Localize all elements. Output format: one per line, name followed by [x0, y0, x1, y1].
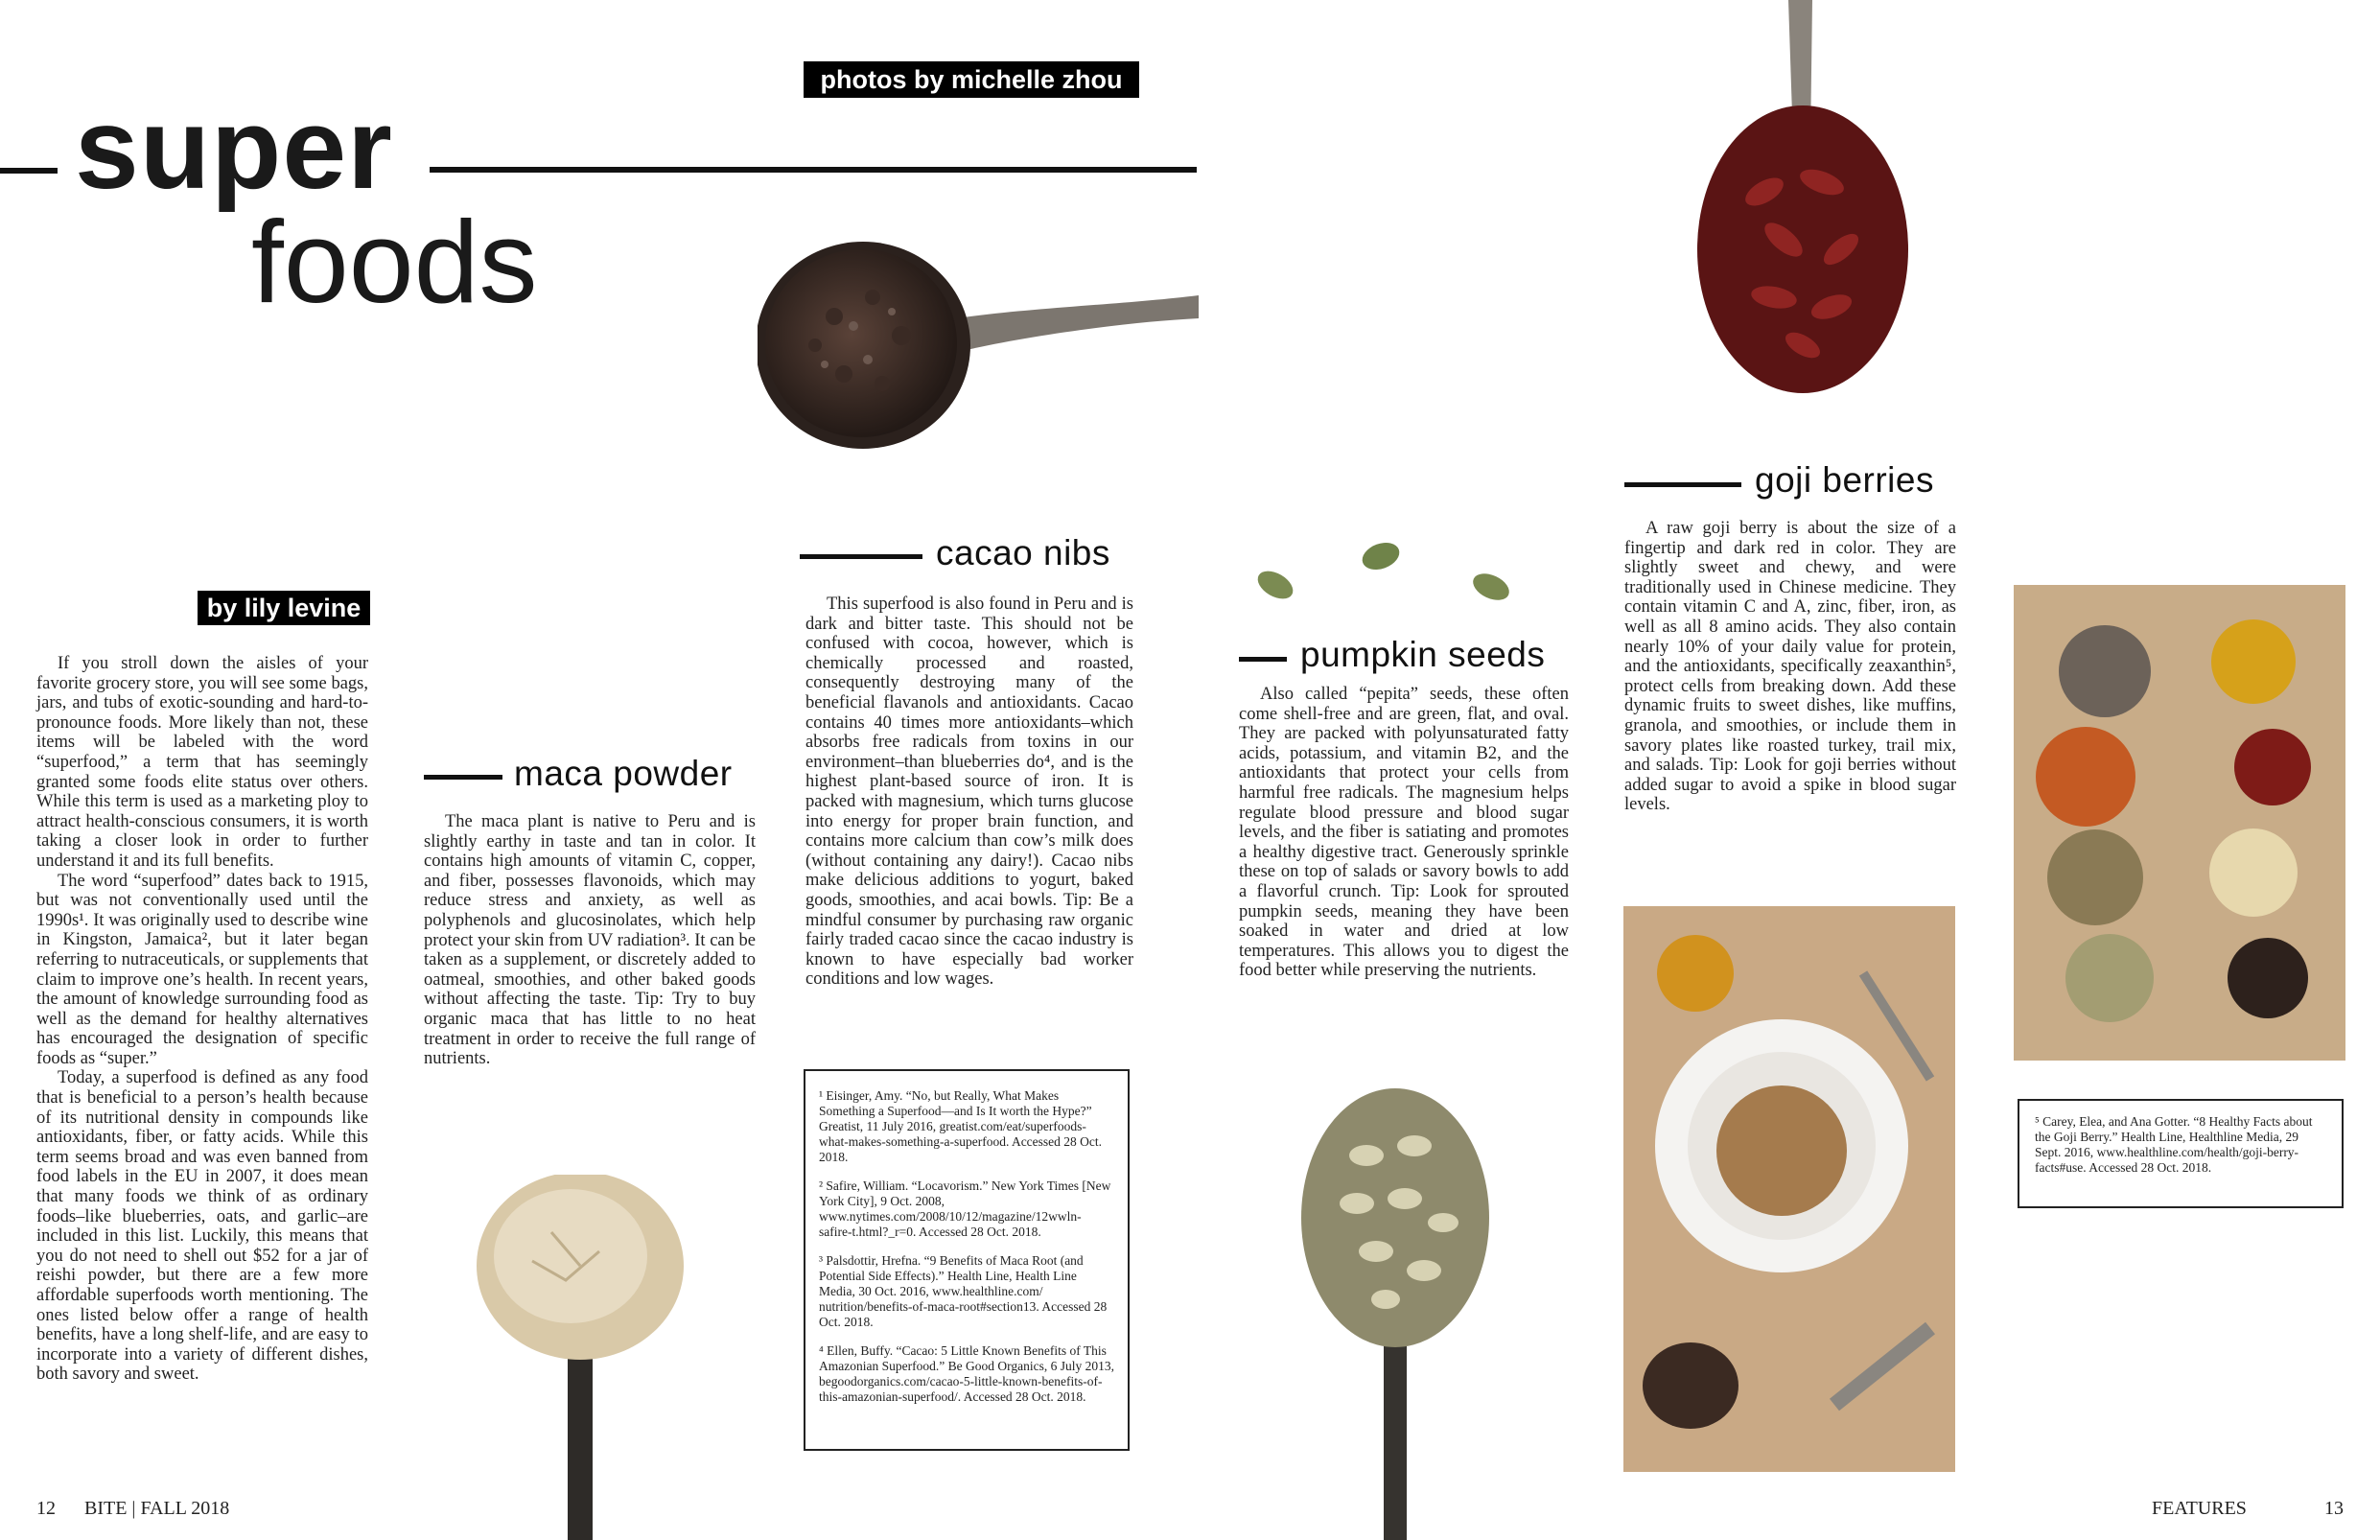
section-label: FEATURES [2152, 1498, 2247, 1519]
byline: by lily levine [198, 591, 370, 625]
footnote: ³ Palsdottir, Hrefna. “9 Benefits of Maca Root (and Potential Side Effects).” Health Line, Health Line Media, 30 Oct. 2016, www.healthline.com/ nutrition/benefits-of-maca-root#section13. Accessed 28 Oct. 2018. [819, 1253, 1108, 1329]
photo-credit: photos by michelle zhou [804, 61, 1139, 98]
pumpkin-text [1239, 685, 1569, 981]
page-number-right: 13 [2324, 1498, 2344, 1519]
maca-paragraph: The maca plant is native to Peru and is slightly earthy in taste and tan in color. It contains high amounts of vitamin C, copper, and fiber, possesses flavonoids, which may reduce stress and anxiety, as well as polyphenols and glucosinolates, which help protect your skin from UV radiation³. It can be taken as a supplement, or discretely added to oatmeal, smoothies, and other baked goods without affecting the taste. Tip: Try to buy organic maca that has little to no heat treatment in order to receive the full range of nutrients. [424, 812, 756, 1069]
maca-heading-rule [424, 775, 502, 780]
footnote: ² Safire, William. “Locavorism.” New York Times [New York City], 9 Oct. 2008, www.nytimes.com/2008/10/12/magazine/12wwln-safire-t.html?_r=0. Accessed 28 Oct. 2018. [819, 1178, 1111, 1239]
goji-paragraph: A raw goji berry is about the size of a fingertip and dark red in color. They are slightly sweet and chewy, and were traditionally used in Chinese medicine. They contain vitamin C and A, zinc, fiber, iron, as well as all 8 amino acids. They also contain nearly 10% of your daily value for protein, and the antioxidants, specifically zeaxanthin⁵, protect cells from breaking down. Add these dynamic fruits to sweet dishes, like muffins, granola, and smoothies, or include them in savory plates like roasted turkey, trail mix, and salads. Tip: Look for goji berries without added sugar to avoid a spike in blood sugar levels. [1624, 519, 1956, 815]
magazine-label: BITE | FALL 2018 [84, 1498, 230, 1519]
maca-text [424, 812, 756, 1069]
footnote: ⁴ Ellen, Buffy. “Cacao: 5 Little Known Benefits of This Amazonian Superfood.” Be Good Organics, 6 July 2013, begoodorganics.com/cacao-5-little-known-benefits-of-this-amazonian-superfood/. Accessed 28 Oct. 2018. [819, 1343, 1114, 1404]
seeds-bowl-photo [1623, 906, 1955, 1472]
pepita-seeds-photo [1247, 532, 1534, 609]
cacao-nibs-photo [758, 230, 1199, 460]
intro-text [36, 654, 368, 1385]
goji-berries-photo [1688, 0, 1918, 403]
title-left-rule [0, 168, 58, 174]
title-foods: foods [251, 197, 538, 327]
page-number-left: 12 [36, 1498, 56, 1519]
title-super: super [75, 84, 393, 213]
goji-heading: goji berries [1755, 460, 1934, 500]
cacao-text [805, 595, 1133, 990]
footnotes-box-right [2018, 1099, 2344, 1208]
pumpkin-heading-rule [1239, 657, 1287, 662]
maca-heading: maca powder [514, 754, 733, 793]
spice-flatlay-photo [2014, 585, 2345, 1061]
intro-paragraph: If you stroll down the aisles of your favorite grocery store, you will see some bags, jars, and tubs of exotic-sounding and hard-to-pronounce foods. More likely than not, these items will be labeled with the word “superfood,” a term that has seemingly granted some foods elite status over others. While this term is used as a marketing ploy to attract health-conscious consumers, it is worth taking a closer look in order to further understand it and its full benefits. [36, 654, 368, 871]
pumpkin-seeds-photo [1299, 1088, 1491, 1540]
cacao-heading: cacao nibs [936, 533, 1110, 572]
intro-paragraph: Today, a superfood is defined as any food that is beneficial to a person’s health because of its nutritional density in compounds like antioxidants, fiber, or fatty acids. While this term seems broad and was even banned from food labels in the EU in 2007, it does mean that many foods we think of as ordinary foods–like blueberries, oats, and garlic–are included in this list. Luckily, this means that you do not need to shell out $52 for a jar of reishi powder, but there are a few more affordable superfoods worth mentioning. The ones listed below offer a range of health benefits, have a long shelf-life, and are easy to incorporate into a variety of different dishes, both savory and sweet. [36, 1068, 368, 1385]
maca-powder-photo [475, 1175, 686, 1540]
pumpkin-heading: pumpkin seeds [1300, 635, 1546, 674]
cacao-heading-rule [800, 554, 922, 559]
footnotes-box [804, 1069, 1130, 1451]
goji-heading-rule [1624, 482, 1741, 487]
title-right-rule [430, 167, 1197, 173]
goji-text [1624, 519, 1956, 815]
intro-paragraph: The word “superfood” dates back to 1915, but was not conventionally used until the 1990s¹. It was originally used to describe wine in Kingston, Jamaica², but it later began referring to nutraceuticals, or supplements that claim to improve one’s health. In recent years, the amount of knowledge surrounding food as well as the demand for healthy alternatives has encouraged the designation of specific foods as “super.” [36, 871, 368, 1068]
footnote: ¹ Eisinger, Amy. “No, but Really, What Makes Something a Superfood—and Is It worth the Hype?” Greatist, 11 July 2016, greatist.com/eat/superfoods-what-makes-something-a-superfood. Accessed 28 Oct. 2018. [819, 1088, 1103, 1164]
footnote: ⁵ Carey, Elea, and Ana Gotter. “8 Healthy Facts about the Goji Berry.” Health Line, Healthline Media, 29 Sept. 2016, www.healthline.com/health/goji-berry-facts#use. Accessed 28 Oct. 2018. [2035, 1114, 2313, 1175]
pumpkin-paragraph: Also called “pepita” seeds, these often come shell-free and are green, flat, and oval. They are packed with polyunsaturated fatty acids, potassium, and vitamin B2, and the antioxidants that protect your cells from harmful free radicals. The magnesium helps regulate blood pressure and blood sugar levels, and the fiber is satiating and promotes a healthy digestive tract. Generously sprinkle these on top of salads or savory bowls to add a flavorful crunch. Tip: Look for sprouted pumpkin seeds, meaning they have been soaked in water and dried at low temperatures. This allows you to digest the food better while preserving the nutrients. [1239, 685, 1569, 981]
cacao-paragraph: This superfood is also found in Peru and is dark and bitter taste. This should not be confused with cocoa, however, which is chemically processed and roasted, consequently destroying many of the beneficial flavanols and antioxidants. Cacao contains 40 times more antioxidants–which absorbs free radicals from toxins in our environment–than blueberries do⁴, and is the highest plant-based source of iron. It is packed with magnesium, which turns glucose into energy for proper brain function, and contains more calcium than cow’s milk does (without containing any dairy!). Cacao nibs make delicious additions to yogurt, baked goods, smoothies, and acai bowls. Tip: Be a mindful consumer by purchasing raw organic fairly traded cacao since the cacao industry is known to have especially bad worker conditions and low wages. [805, 595, 1133, 990]
